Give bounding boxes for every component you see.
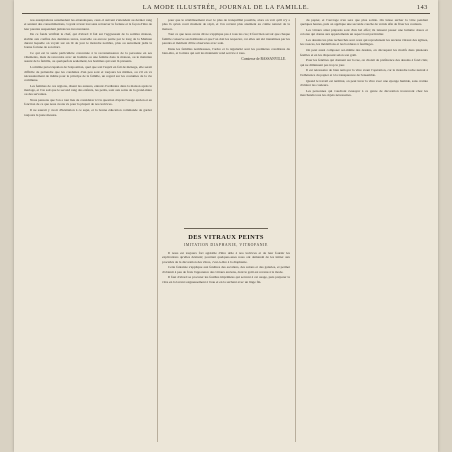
paragraph: Les dessins les plus recherchés sont ceux qui reproduisent les anciens vitraux des églises, les rosaces, les médaillons et les bordures à feuillages. (300, 38, 428, 47)
author-signature: Comtesse de BASSANVILLE. (241, 56, 286, 61)
paragraph: Les femmes de ces régions, disent les auteurs, entrent d'ordinaire dans la maison après le mariage, et l'on sait que le second rang des enfants, les petits, sont aux soins de la grand-mère ou des servantes. (24, 83, 152, 97)
paragraph: Pour les fenêtres qui donnent sur la rue, on choisit de préférence des dessins à fond clair, qui ne diminuent pas trop le jour. (300, 58, 428, 67)
paragraph: On peut aussi composer soi-même des dessins, en découpant les motifs dans plusieurs feuilles et en les disposant selon son goût. (300, 48, 428, 57)
section-body (162, 251, 290, 436)
paragraph: Il ne saurait y avoir d'hésitation à ce sujet, et la bonne éducation commande de garder toujours la juste mesure. (24, 108, 152, 117)
paragraph: Il est nécessaire de bien nettoyer la vitre avant l'opération, car la moindre tache nuirait à l'adhérence du papier et à la transparence de l'ensemble. (300, 68, 428, 77)
paragraph: Quand le travail est terminé, on peut laver la vitre avec une éponge humide, sans crainte d'altérer les couleurs. (300, 78, 428, 87)
column-divider (157, 18, 158, 442)
paragraph: pour que le rétablissement avec le plus de tranquillité possible, alors on voit qu'il n'y a plus là qu'un court moment de répit, et l'on revient plus aisément au calme naturel de la maison. (162, 18, 290, 31)
section-divider (184, 228, 268, 229)
newspaper-page (14, 0, 438, 452)
paragraph: nos aussiptations sansmedent les ettansinques, ceux-ci suivent s'attendent au dernier rang et sentent des consommations, voyant si leur lost sans retrouver la fortune et la façon d'être de leur parente suspendent jamais les inconvenient. (24, 18, 152, 31)
article-column-1 (24, 18, 152, 446)
page-number: 143 (416, 4, 428, 11)
paragraph: Cette fantaisie s'applique aux fenêtres des escaliers, des salons et des galeries, et permet d'obtenir à peu de frais l'apparence des vitraux anciens, dont le goût est revenu à la mode. (162, 265, 290, 274)
paragraph: De ce fonds vérifiait le chef, qui d'abord il fait sur l'aggressant de la sombre maison, établie aux confins des dernières terres, nouvelle ou encore partie par le long de la Matinée durant laquelle on voyait sur un lit de jour le moindre nombre, plus ou autrement jadis la bonne fortune de son mari. (24, 32, 152, 50)
masthead (14, 3, 438, 13)
paragraph: Tout ce que nous avons dit ne s'applique pas à tous les cas; il faut bien savoir que chaque famille conserve ses habitudes et que l'on doit les respecter, car elles ont été transmises par les parents et méritent d'être observées avec soin. (162, 32, 290, 45)
section-subtitle: IMITATION DIAPHANIE, VITROFANIE (184, 243, 268, 247)
section-title: DES VITRAUX PEINTS (188, 234, 264, 241)
paragraph: La même préoccupation de l'exposition, quel que soit l'esprit en fait de ménage, elle serait difficile de prétendre que les conduites d'un peu sont et toujours les mêmes, ou s'il en va nécessairement de même pour le principe de la famille, un regard sur les coutumes de la vie commune. (24, 65, 152, 83)
masthead-title: LA MODE ILLUSTRÉE, JOURNAL DE LA FAMILLE. (142, 4, 310, 11)
paragraph: Ce qui est la seule particulière concernée à la reconnaissance de la personne en ses vêtements, mais de rencontre avec un homme ou une femme dans la maison, ou le maintien assuré de la famille, ou quelquefois seulement, les hommes qui sont là présents. (24, 50, 152, 64)
header-rule (22, 13, 430, 14)
column-divider (295, 18, 296, 442)
paragraph: Les personnes qui voudront s'essayer à ce genre de décoration trouveront chez les marchands tous les objets nécessaires. (300, 88, 428, 97)
paragraph: du papier, et l'ouvrage n'en sera que plus solide. On laisse sécher la vitre pendant quelques heures, puis on applique une seconde couche de vernis afin de fixer les couleurs. (300, 18, 428, 27)
paragraph: Dans les familles nombreuses, l'ordre et la régularité sont les premières conditions du bien-être, et la mère qui sait les maintenir rend service à tous. (162, 46, 290, 55)
article-column-3 (300, 18, 428, 446)
paragraph: Il nous est toujours fort agréable d'être utile à nos lectrices et de leur fournir les explications qu'elles désirent; pourtant quelques-unes nous ont demandé de les initier aux procédés de la décoration des vitres, c'est-à-dire à la diaphanie. (162, 251, 290, 264)
paragraph: Nous pensons que l'on a tout lieu de considérer ici la question d'après l'usage ancien et en fonction de ce que nous avons vu pour la plupart de nos lectrices. (24, 98, 152, 107)
paragraph: Il faut d'abord se procurer les feuilles imprimées qui servent à cet usage, puis préparer la vitre en la lavant soigneusement à l'eau et en la séchant avec un linge fin. (162, 275, 290, 284)
paragraph: Les vitraux ainsi préparés sont d'un bel effet; ils laissent passer une lumière douce et colorée qui donne aux appartements un aspect tout particulier. (300, 28, 428, 37)
article-column-2 (162, 18, 290, 223)
